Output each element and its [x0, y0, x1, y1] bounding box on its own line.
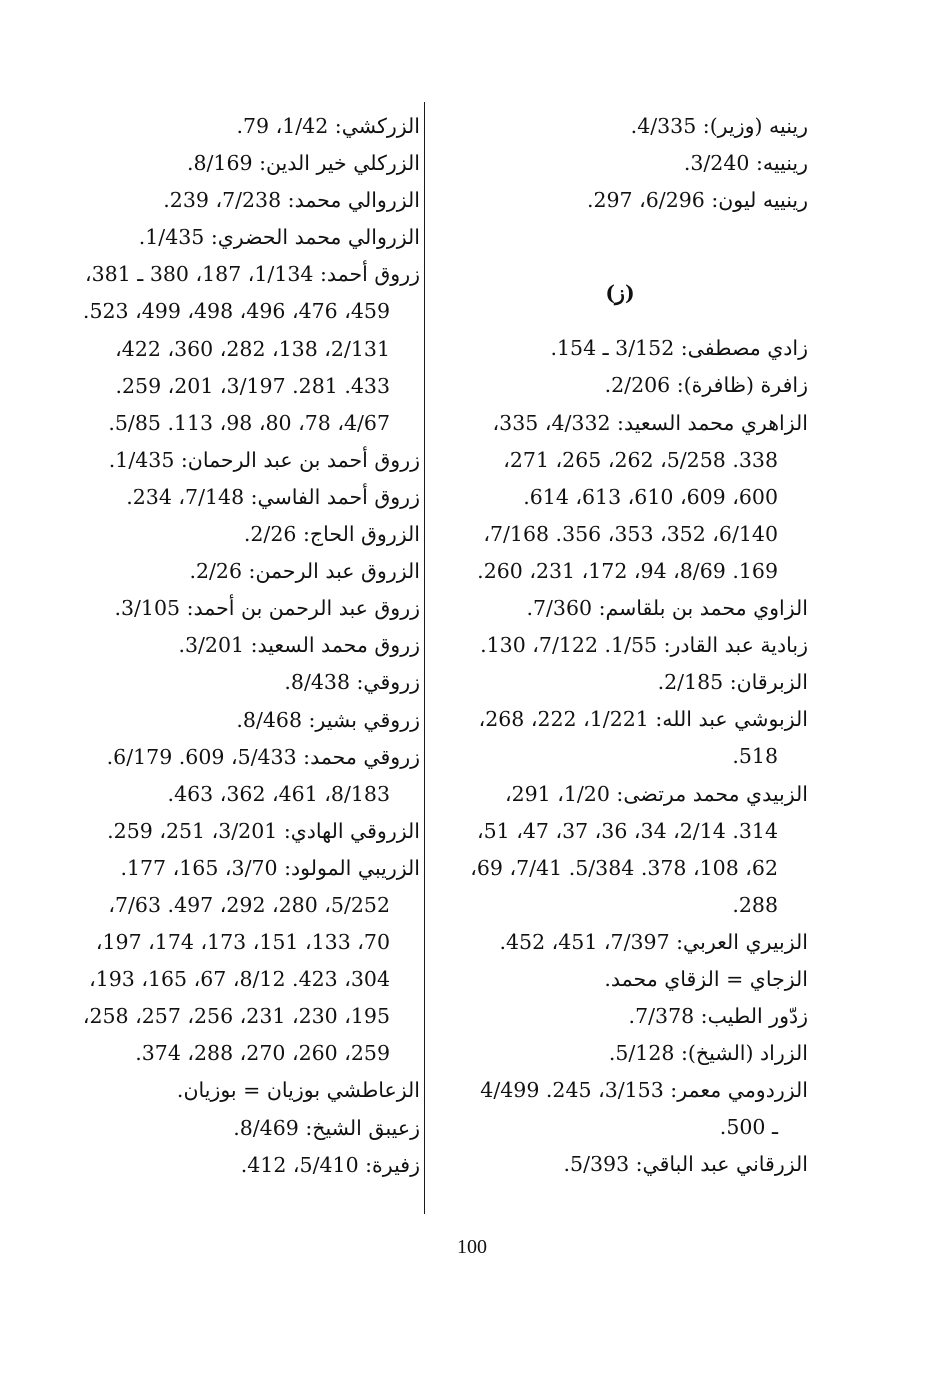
- section-heading: (ز): [605, 281, 635, 306]
- index-entry: الزروق عبد الرحمن: 2/26.: [189, 559, 420, 584]
- index-entry: الزروق الحاج: 2/26.: [243, 522, 420, 547]
- index-entry-continuation: 195، 230، 231، 256، 257، 258،: [82, 1004, 390, 1029]
- index-entry: الزروالي محمد: 7/238، 239.: [163, 188, 420, 213]
- index-entry-continuation: 304، 423. 8/12، 67، 165، 193،: [89, 967, 390, 992]
- index-entry: زدّور الطيب: 7/378.: [628, 1004, 808, 1029]
- index-entry: الزجاي = الزقاي محمد.: [604, 966, 808, 991]
- index-entry-continuation: 459، 476، 496، 498، 499، 523.: [82, 299, 390, 324]
- index-entry: الزبيدي محمد مرتضى: 1/20، 291،: [504, 781, 808, 806]
- index-entry-continuation: 62، 108، 378. 5/384. 7/41، 69،: [470, 855, 778, 880]
- index-entry: زروق أحمد الفاسي: 7/148، 234.: [126, 484, 420, 509]
- column-divider: [424, 102, 425, 1214]
- index-entry-continuation: 433. 281. 3/197، 201، 259.: [115, 373, 390, 398]
- index-entry-continuation: 338. 5/258، 262، 265، 271،: [503, 447, 778, 472]
- index-entry-continuation: 2/131، 138، 282، 360، 422،: [115, 336, 390, 361]
- index-entry-continuation: 600، 609، 610، 613، 614.: [523, 484, 778, 509]
- index-entry: رينييه ليون: 6/296، 297.: [586, 188, 808, 213]
- index-entry: الزراد (الشيخ): 5/128.: [608, 1041, 808, 1066]
- index-entry: الزروالي محمد الحضري: 1/435.: [138, 225, 420, 250]
- index-entry-continuation: 8/183، 461، 362، 463.: [167, 781, 390, 806]
- index-entry: زفيرة: 5/410، 412.: [240, 1152, 420, 1177]
- index-entry: الزركشي: 1/42، 79.: [236, 114, 420, 138]
- right-index-column: [432, 108, 808, 1184]
- index-entry: الزروقي الهادي: 3/201، 251، 259.: [107, 818, 420, 843]
- index-entry-continuation: 70، 133، 151، 173، 174، 197،: [95, 930, 390, 955]
- index-entry: زافرة (ظافرة): 2/206.: [604, 373, 808, 398]
- index-entry: الزبرقان: 2/185.: [657, 670, 808, 695]
- index-entry: رينييه: 3/240.: [683, 151, 808, 176]
- index-entry-continuation: 5/252، 280، 292، 497. 7/63،: [108, 892, 390, 917]
- index-entry: الزريبي المولود: 3/70، 165، 177.: [120, 855, 420, 880]
- index-entry-continuation: 288.: [732, 892, 778, 917]
- index-entry: زعيبق الشيخ: 8/469.: [233, 1115, 420, 1140]
- index-entry: الزرقاني عبد الباقي: 5/393.: [563, 1152, 808, 1177]
- index-entry: زروق عبد الرحمن بن أحمد: 3/105.: [114, 596, 420, 621]
- index-entry: الزركلي خير الدين: 8/169.: [186, 151, 420, 176]
- index-entry-continuation: 314. 2/14، 34، 36، 37، 47، 51،: [476, 818, 778, 843]
- index-entry: الزاوي محمد بن بلقاسم: 7/360.: [526, 596, 808, 621]
- index-entry: الزردومي معمر: 3/153، 245. 4/499: [480, 1078, 808, 1103]
- index-entry-continuation: 518.: [732, 744, 778, 769]
- index-entry: زروق أحمد بن عبد الرحمان: 1/435.: [108, 447, 420, 472]
- index-entry: زروقي: 8/438.: [284, 670, 420, 695]
- index-entry: الزبوشي عبد الله: 1/221، 222، 268،: [478, 707, 808, 732]
- index-entry-continuation: 4/67، 78، 80، 98، 113. 5/85.: [108, 410, 390, 435]
- index-entry: الزعاطشي بوزيان = بوزيان.: [176, 1078, 420, 1103]
- index-entry: زبادية عبد القادر: 1/55. 7/122، 130.: [480, 633, 808, 658]
- blank-line: [432, 219, 808, 256]
- index-entry: زروق محمد السعيد: 3/201.: [178, 633, 420, 658]
- index-entry-continuation: ـ 500.: [719, 1115, 778, 1140]
- index-entry: زادي مصطفى: 3/152 ـ 154.: [550, 336, 808, 361]
- index-entry-continuation: 169. 8/69، 94، 172، 231، 260.: [477, 558, 778, 583]
- index-entry-continuation: 6/140، 352، 353، 356. 7/168،: [483, 521, 778, 546]
- index-entry: رينيه (وزير): 4/335.: [630, 114, 808, 138]
- page-number: 100: [457, 1236, 487, 1258]
- index-entry-continuation: 259، 260، 270، 288، 374.: [135, 1041, 390, 1066]
- index-entry: الزبيري العربي: 7/397، 451، 452.: [499, 929, 808, 954]
- index-entry: الزاهري محمد السعيد: 4/332، 335،: [492, 410, 808, 435]
- index-entry: زروقي بشير: 8/468.: [236, 707, 420, 732]
- left-index-column: [48, 108, 420, 1184]
- index-entry: زروقي محمد: 5/433، 609. 6/179.: [106, 744, 420, 769]
- index-entry: زروق أحمد: 1/134، 187، 380 ـ 381،: [85, 262, 420, 287]
